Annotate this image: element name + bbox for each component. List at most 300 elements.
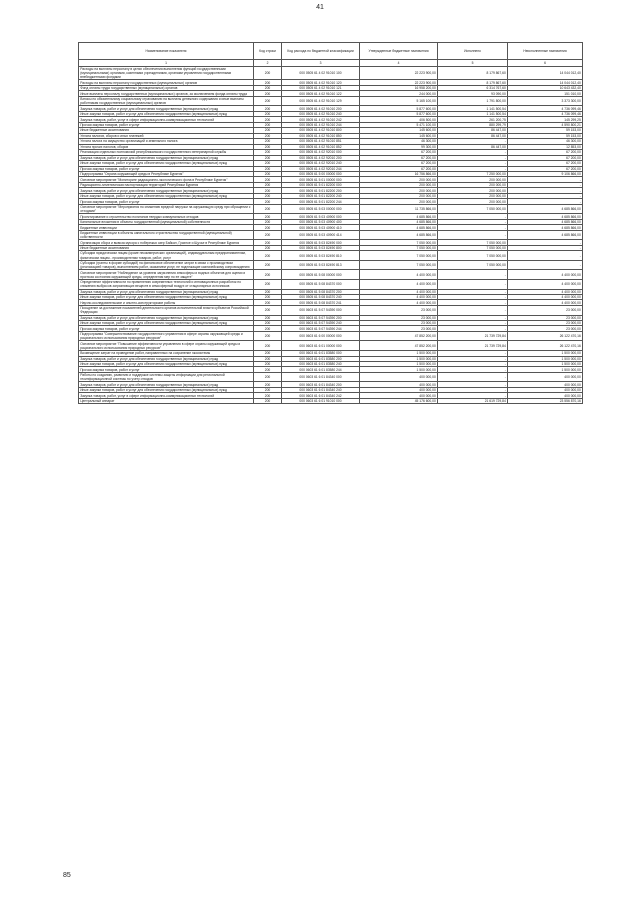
cell-approved: 47 852 200,00 (360, 331, 438, 341)
cell-executed: - (438, 387, 508, 392)
cell-row-code: 200 (254, 351, 282, 356)
cell-approved: 4 400 000,00 (360, 270, 438, 280)
cell-row-code: 200 (254, 320, 282, 325)
cell-unexecuted: 10 643 432,40 (508, 85, 583, 90)
cell-name: Закупка товаров, работ и услуг для обеспечения государственных (муниципальных) нужд (79, 289, 254, 294)
table-row (79, 341, 583, 351)
cell-executed: 6 314 767,60 (438, 85, 508, 90)
cell-approved: 99 300,00 (360, 144, 438, 149)
cell-executed: 21 739 729,84 (438, 331, 508, 341)
cell-executed: 21 739 729,84 (438, 341, 508, 351)
cell-name: Основное мероприятие "Повышение эффективности управления в сфере охраны окружающей среды и рационального использования природных ресурсов" (79, 341, 254, 351)
cell-name: Подпрограмма "Охрана окружающей среды в Республике Бурятия" (79, 172, 254, 177)
table-row (79, 270, 583, 280)
cell-unexecuted: 4 736 099,46 (508, 106, 583, 111)
cell-unexecuted: - (508, 240, 583, 245)
cell-name: Капитальные вложения в объекты государственной (муниципальной) собственности (79, 219, 254, 224)
cell-unexecuted: 4 400 000,00 (508, 289, 583, 294)
cell-name: Иные закупки товаров, работ и услуг для обеспечения государственных (муниципальных) нужд (79, 161, 254, 166)
cell-name: Радиационно-гигиеническая паспортизация территорий Республики Бурятия (79, 182, 254, 187)
column-number: 6 (508, 60, 583, 66)
cell-budget-code: 000 0505 61 4 02 91010 100 (282, 66, 360, 80)
cell-unexecuted: 4 685 866,00 (508, 225, 583, 230)
cell-row-code: 200 (254, 214, 282, 219)
cell-budget-code: 000 0505 61 5 08 84370 240 (282, 295, 360, 300)
cell-name: Прочая закупка товаров, работ и услуг (79, 199, 254, 204)
cell-executed: 86 447,00 (438, 133, 508, 138)
cell-row-code: 200 (254, 289, 282, 294)
table-body (79, 66, 583, 404)
cell-executed: - (438, 361, 508, 366)
cell-executed: 200 000,00 (438, 182, 508, 187)
cell-budget-code: 000 0505 61 4 02 91010 240 (282, 111, 360, 116)
cell-budget-code: 000 0505 61 5 08 84370 000 (282, 279, 360, 289)
cell-approved: 400 000,00 (360, 387, 438, 392)
cell-unexecuted: 3 373 300,00 (508, 96, 583, 106)
cell-budget-code: 000 0505 61 5 03 82490 813 (282, 260, 360, 270)
cell-unexecuted: 23 000,00 (508, 320, 583, 325)
cell-name: Расходы на выплаты персоналу государственных (муниципальных) органов (79, 80, 254, 85)
header-row-code: Код строки (254, 43, 282, 60)
table-row (79, 96, 583, 106)
cell-row-code: 200 (254, 177, 282, 182)
cell-row-code: 200 (254, 382, 282, 387)
cell-name: Уплата налогов, сборов и иных платежей (79, 133, 254, 138)
cell-budget-code: 000 0505 61 5 01 82200 244 (282, 199, 360, 204)
page-number-bottom: 85 (63, 872, 71, 879)
cell-name: Основное мероприятие "Мониторинг радиационно-экологического фона в Республике Бурятия" (79, 177, 254, 182)
table-row (79, 398, 583, 403)
cell-name: Закупка товаров, работ и услуг для обеспечения государственных (муниципальных) нужд (79, 188, 254, 193)
cell-budget-code: 000 0603 61 6 01 84340 000 (282, 372, 360, 382)
cell-unexecuted: 26 122 470,16 (508, 341, 583, 351)
cell-name: Центральный аппарат (79, 398, 254, 403)
cell-executed: 7 050 000,00 (438, 204, 508, 214)
cell-unexecuted: 1 500 000,00 (508, 367, 583, 372)
cell-unexecuted: - (508, 188, 583, 193)
cell-approved: 11 735 866,00 (360, 204, 438, 214)
cell-approved: 400 000,00 (360, 372, 438, 382)
cell-unexecuted: 4 400 000,00 (508, 279, 583, 289)
cell-unexecuted: 23 000,00 (508, 326, 583, 331)
cell-row-code: 200 (254, 219, 282, 224)
cell-row-code: 200 (254, 80, 282, 85)
cell-row-code: 200 (254, 300, 282, 305)
cell-unexecuted: 151 010,00 (508, 91, 583, 96)
cell-executed: 86 447,00 (438, 144, 508, 149)
column-number: 2 (254, 60, 282, 66)
cell-row-code: 200 (254, 199, 282, 204)
cell-budget-code: 000 0505 61 5 01 82200 240 (282, 193, 360, 198)
cell-approved: 7 050 000,00 (360, 245, 438, 250)
cell-executed: - (438, 219, 508, 224)
cell-executed: - (438, 230, 508, 240)
cell-budget-code: 000 0505 61 4 02 91010 850 (282, 133, 360, 138)
cell-executed: - (438, 139, 508, 144)
cell-name: Субсидии юридическим лицам (кроме некоммерческих организаций), индивидуальным предпринимателям, физическим лицам - производителям товаров, работ, услуг (79, 251, 254, 261)
cell-approved: 4 685 866,00 (360, 214, 438, 219)
cell-executed: 200 000,00 (438, 188, 508, 193)
cell-row-code: 200 (254, 166, 282, 171)
cell-executed: - (438, 279, 508, 289)
cell-budget-code: 000 0505 61 4 02 92010 200 (282, 155, 360, 160)
cell-executed: 200 000,00 (438, 199, 508, 204)
cell-unexecuted: 67 200,00 (508, 150, 583, 155)
cell-approved: 145 600,00 (360, 133, 438, 138)
cell-row-code: 200 (254, 96, 282, 106)
cell-unexecuted: 4 400 000,00 (508, 295, 583, 300)
cell-executed: - (438, 214, 508, 219)
cell-approved: 47 852 200,00 (360, 341, 438, 351)
header-budget-code: Код расхода по бюджетной классификации (282, 43, 360, 60)
cell-name: Основное мероприятие "Наблюдение за уровнем загрязнения атмосферы и водных объектов для оценки и прогноза состояния окружающей среды, определения мер по ее защите" (79, 270, 254, 280)
cell-executed: 7 050 000,00 (438, 240, 508, 245)
cell-approved: 244 000,00 (360, 91, 438, 96)
cell-executed: 93 090,00 (438, 91, 508, 96)
column-number: 5 (438, 60, 508, 66)
cell-executed: - (438, 351, 508, 356)
cell-approved: 5 471 100,00 (360, 122, 438, 127)
cell-approved: 22 223 900,00 (360, 80, 438, 85)
cell-unexecuted: 59 153,00 (508, 128, 583, 133)
cell-executed: 200 000,00 (438, 193, 508, 198)
cell-approved: 67 200,00 (360, 150, 438, 155)
cell-budget-code: 000 0505 61 5 03 82490 810 (282, 251, 360, 261)
cell-row-code: 200 (254, 91, 282, 96)
cell-budget-code: 000 0505 61 4 02 91010 242 (282, 117, 360, 122)
cell-row-code: 200 (254, 225, 282, 230)
cell-row-code: 200 (254, 251, 282, 261)
cell-row-code: 200 (254, 387, 282, 392)
cell-name: Иные закупки товаров, работ и услуг для обеспечения государственных (муниципальных) нужд (79, 193, 254, 198)
table-row (79, 305, 583, 315)
cell-row-code: 200 (254, 155, 282, 160)
cell-approved: 7 050 000,00 (360, 251, 438, 261)
cell-executed: - (438, 295, 508, 300)
cell-budget-code: 000 0505 61 5 00 00000 000 (282, 172, 360, 177)
cell-budget-code: 000 0505 61 4 02 91010 200 (282, 106, 360, 111)
table-row (79, 230, 583, 240)
cell-unexecuted: - (508, 182, 583, 187)
cell-row-code: 200 (254, 260, 282, 270)
cell-unexecuted: 4 685 866,00 (508, 230, 583, 240)
cell-approved: 1 500 000,00 (360, 351, 438, 356)
cell-unexecuted: 4 685 866,00 (508, 219, 583, 224)
cell-budget-code: 000 0505 61 5 03 82490 000 (282, 240, 360, 245)
cell-budget-code: 000 0505 61 4 02 92010 244 (282, 166, 360, 171)
cell-row-code: 200 (254, 331, 282, 341)
cell-name: Иные закупки товаров, работ и услуг для обеспечения государственных (муниципальных) нужд (79, 295, 254, 300)
cell-unexecuted: 1 500 000,00 (508, 356, 583, 361)
cell-budget-code: 000 0505 61 5 01 82200 000 (282, 182, 360, 187)
cell-unexecuted: 23 000,00 (508, 305, 583, 315)
cell-budget-code: 000 0505 61 4 02 92010 000 (282, 150, 360, 155)
cell-executed: - (438, 166, 508, 171)
cell-executed: - (438, 356, 508, 361)
cell-name: Возмещение затрат на проведение работ, направленных на сохранение экосистемы (79, 351, 254, 356)
cell-approved: 7 050 000,00 (360, 240, 438, 245)
cell-budget-code: 000 0505 61 5 03 82490 800 (282, 245, 360, 250)
cell-executed: - (438, 372, 508, 382)
cell-budget-code: 000 0505 61 5 01 00000 000 (282, 177, 360, 182)
cell-row-code: 200 (254, 356, 282, 361)
cell-row-code: 200 (254, 161, 282, 166)
cell-name: Фонд оплаты труда государственных (муниципальных) органов (79, 85, 254, 90)
cell-executed: - (438, 305, 508, 315)
cell-budget-code: 000 0505 61 5 03 40900 410 (282, 225, 360, 230)
cell-approved: 4 400 000,00 (360, 300, 438, 305)
cell-name: Прочая закупка товаров, работ и услуг (79, 367, 254, 372)
cell-name: Иные закупки товаров, работ и услуг для обеспечения государственных (муниципальных) нужд (79, 320, 254, 325)
cell-row-code: 200 (254, 128, 282, 133)
cell-row-code: 200 (254, 182, 282, 187)
cell-executed: - (438, 161, 508, 166)
cell-row-code: 200 (254, 172, 282, 177)
column-number: 4 (360, 60, 438, 66)
table-row (79, 260, 583, 270)
cell-executed: - (438, 382, 508, 387)
cell-row-code: 200 (254, 106, 282, 111)
cell-name: Бюджетные инвестиции (79, 225, 254, 230)
cell-executed: 261 200,75 (438, 117, 508, 122)
cell-name: Уплата налога на имущество организаций и земельного налога (79, 139, 254, 144)
cell-name: Расходы на выплаты персоналу в целях обеспечения выполнения функций государственными (муниципальными) органами, казенными учреждениями, органами управления государственными внебюджетными фондами (79, 66, 254, 80)
cell-approved: 4 400 000,00 (360, 295, 438, 300)
cell-executed: 1 141 500,54 (438, 106, 508, 111)
cell-budget-code: 000 0603 61 6 01 83580 000 (282, 351, 360, 356)
cell-unexecuted: 59 153,00 (508, 133, 583, 138)
cell-unexecuted: 67 200,00 (508, 166, 583, 171)
cell-row-code: 200 (254, 193, 282, 198)
cell-budget-code: 000 0505 61 4 02 91010 852 (282, 144, 360, 149)
cell-row-code: 200 (254, 372, 282, 382)
cell-row-code: 200 (254, 398, 282, 403)
cell-unexecuted: 400 000,00 (508, 382, 583, 387)
budget-execution-table (78, 42, 583, 404)
cell-unexecuted: - (508, 193, 583, 198)
cell-approved: 406 500,00 (360, 117, 438, 122)
cell-row-code: 200 (254, 279, 282, 289)
cell-unexecuted: 1 500 000,00 (508, 351, 583, 356)
cell-executed: 7 050 000,00 (438, 251, 508, 261)
cell-approved: 200 000,00 (360, 177, 438, 182)
cell-budget-code: 000 0603 61 5 07 54390 000 (282, 305, 360, 315)
table-row (79, 66, 583, 80)
cell-approved: 45 176 600,00 (360, 398, 438, 403)
cell-unexecuted: 23 000,00 (508, 315, 583, 320)
cell-budget-code: 000 0603 61 6 00 00000 000 (282, 331, 360, 341)
cell-name: Закупка товаров, работ и услуг для обеспечения государственных (муниципальных) нужд (79, 356, 254, 361)
cell-approved: 23 000,00 (360, 315, 438, 320)
cell-unexecuted: 4 736 099,46 (508, 111, 583, 116)
cell-approved: 5 877 600,00 (360, 106, 438, 111)
cell-unexecuted: 400 000,00 (508, 393, 583, 398)
cell-approved: 22 223 900,00 (360, 66, 438, 80)
cell-name: Закупка товаров, работ, услуг в сфере информационно-коммуникационных технологий (79, 393, 254, 398)
cell-approved: 200 000,00 (360, 182, 438, 187)
cell-executed: 7 250 000,00 (438, 172, 508, 177)
cell-approved: 23 000,00 (360, 305, 438, 315)
cell-unexecuted: 67 200,00 (508, 161, 583, 166)
cell-budget-code: 000 0505 61 5 03 00000 000 (282, 204, 360, 214)
cell-row-code: 200 (254, 245, 282, 250)
cell-approved: 200 000,00 (360, 199, 438, 204)
cell-budget-code: 000 0505 61 4 02 91010 121 (282, 85, 360, 90)
cell-row-code: 200 (254, 367, 282, 372)
header-executed: Исполнено (438, 43, 508, 60)
cell-budget-code: 000 0603 61 5 07 54390 244 (282, 326, 360, 331)
cell-row-code: 200 (254, 144, 282, 149)
cell-unexecuted: 46 300,00 (508, 139, 583, 144)
cell-row-code: 200 (254, 240, 282, 245)
cell-row-code: 200 (254, 305, 282, 315)
cell-budget-code: 000 0603 61 6 01 84340 200 (282, 382, 360, 387)
cell-executed: - (438, 289, 508, 294)
cell-approved: 4 400 000,00 (360, 289, 438, 294)
cell-row-code: 200 (254, 326, 282, 331)
table-row (79, 331, 583, 341)
table-row (79, 279, 583, 289)
cell-budget-code: 000 0505 61 4 02 91010 122 (282, 91, 360, 96)
cell-approved: 67 200,00 (360, 155, 438, 160)
cell-budget-code: 000 0603 61 5 07 54390 240 (282, 320, 360, 325)
cell-unexecuted: 23 556 870,16 (508, 398, 583, 403)
cell-executed: - (438, 367, 508, 372)
cell-executed: 1 141 500,54 (438, 111, 508, 116)
page-number-top: 41 (316, 4, 324, 11)
cell-unexecuted: 14 044 012,40 (508, 80, 583, 85)
cell-budget-code: 000 0505 61 4 02 91010 800 (282, 128, 360, 133)
cell-budget-code: 000 0603 61 6 01 91010 000 (282, 398, 360, 403)
cell-row-code: 200 (254, 230, 282, 240)
cell-budget-code: 000 0505 61 5 01 82200 200 (282, 188, 360, 193)
cell-unexecuted: 1 500 000,00 (508, 361, 583, 366)
cell-name: Уплата прочих налогов, сборов (79, 144, 254, 149)
cell-executed: - (438, 155, 508, 160)
column-number: 3 (282, 60, 360, 66)
cell-budget-code: 000 0603 61 6 01 84340 240 (282, 387, 360, 392)
cell-executed: - (438, 270, 508, 280)
cell-executed: - (438, 300, 508, 305)
cell-executed: 1 791 800,00 (438, 96, 508, 106)
column-number: 1 (79, 60, 254, 66)
cell-name: Закупка товаров, работ и услуг для обеспечения государственных (муниципальных) нужд (79, 155, 254, 160)
cell-approved: 200 000,00 (360, 193, 438, 198)
cell-budget-code: 000 0603 61 6 01 84340 242 (282, 393, 360, 398)
cell-name: Прочая закупка товаров, работ и услуг (79, 166, 254, 171)
cell-name: Субсидии (гранты в форме субсидий) на финансовое обеспечение затрат в связи с производством (реализацией товаров), выполнением работ, оказанием услуг, не подлежащие казначейскому сопровождению (79, 260, 254, 270)
cell-row-code: 200 (254, 66, 282, 80)
cell-row-code: 200 (254, 361, 282, 366)
cell-unexecuted: 67 200,00 (508, 155, 583, 160)
cell-executed: 200 000,00 (438, 177, 508, 182)
cell-row-code: 200 (254, 270, 282, 280)
cell-unexecuted: 14 044 012,40 (508, 66, 583, 80)
cell-budget-code: 000 0603 61 6 01 83580 200 (282, 356, 360, 361)
cell-budget-code: 000 0505 61 4 02 92010 240 (282, 161, 360, 166)
cell-approved: 67 200,00 (360, 161, 438, 166)
cell-name: Бюджетные инвестиции в объекты капитального строительства государственной (муниципальной) собственности (79, 230, 254, 240)
cell-approved: 23 000,00 (360, 326, 438, 331)
cell-row-code: 200 (254, 139, 282, 144)
cell-budget-code: 000 0505 61 4 02 91010 129 (282, 96, 360, 106)
cell-approved: 5 165 100,00 (360, 96, 438, 106)
cell-approved: 4 685 866,00 (360, 230, 438, 240)
cell-unexecuted: - (508, 177, 583, 182)
cell-executed: 21 619 729,84 (438, 398, 508, 403)
cell-name: Научно-исследовательские и опытно-конструкторские работы (79, 300, 254, 305)
cell-name: Закупка товаров, работ и услуг для обеспечения государственных (муниципальных) нужд (79, 106, 254, 111)
cell-executed: 8 179 867,60 (438, 66, 508, 80)
cell-approved: 1 500 000,00 (360, 361, 438, 366)
cell-executed: - (438, 315, 508, 320)
cell-unexecuted: - (508, 251, 583, 261)
cell-unexecuted: 4 400 000,00 (508, 270, 583, 280)
cell-unexecuted: - (508, 260, 583, 270)
cell-approved: 400 000,00 (360, 393, 438, 398)
cell-budget-code: 000 0603 61 6 01 83580 240 (282, 361, 360, 366)
cell-approved: 46 300,00 (360, 139, 438, 144)
table-row (79, 204, 583, 214)
cell-name: Работы по созданию, развитию и поддержке системы защиты информации для региональной геоинформационной системы по учету отходов (79, 372, 254, 382)
cell-row-code: 200 (254, 133, 282, 138)
cell-name: Прочая закупка товаров, работ и услуг (79, 122, 254, 127)
cell-name: Основное мероприятие "Мероприятия по снижению вредной нагрузки на окружающую среду при обращении с отходами" (79, 204, 254, 214)
table-row (79, 251, 583, 261)
cell-name: Иные закупки товаров, работ и услуг для обеспечения государственных (муниципальных) нужд (79, 111, 254, 116)
cell-executed: - (438, 393, 508, 398)
header-unexecuted: Неисполненные назначения (508, 43, 583, 60)
cell-approved: 16 958 200,00 (360, 85, 438, 90)
cell-budget-code: 000 0603 61 6 01 00000 000 (282, 341, 360, 351)
cell-unexecuted: 4 685 866,00 (508, 214, 583, 219)
cell-unexecuted: 26 122 470,16 (508, 331, 583, 341)
cell-executed: 8 179 867,60 (438, 80, 508, 85)
cell-row-code: 200 (254, 204, 282, 214)
cell-executed: 7 050 000,00 (438, 245, 508, 250)
table-row (79, 372, 583, 382)
cell-approved: 4 685 866,00 (360, 219, 438, 224)
cell-row-code: 200 (254, 150, 282, 155)
cell-name: Иные выплаты персоналу государственных (муниципальных) органов, за исключением фонда оплаты труда (79, 91, 254, 96)
cell-row-code: 200 (254, 111, 282, 116)
cell-unexecuted: 12 853,00 (508, 144, 583, 149)
cell-unexecuted: 4 590 800,21 (508, 122, 583, 127)
cell-approved: 7 050 000,00 (360, 260, 438, 270)
cell-unexecuted: 400 000,00 (508, 387, 583, 392)
cell-unexecuted: 4 685 866,00 (508, 204, 583, 214)
cell-name: Проектирование и строительство полигонов твердых коммунальных отходов (79, 214, 254, 219)
cell-unexecuted: - (508, 199, 583, 204)
cell-name: Взносы по обязательному социальному страхованию на выплаты денежного содержания и иные выплаты работникам государственных (муниципальных) органов (79, 96, 254, 106)
cell-name: Закупка товаров, работ, услуг в сфере информационно-коммуникационных технологий (79, 117, 254, 122)
cell-budget-code: 000 0505 61 4 02 91010 851 (282, 139, 360, 144)
header-indicator-name: Наименование показателя (79, 43, 254, 60)
cell-name: Иные бюджетные ассигнования (79, 245, 254, 250)
cell-row-code: 200 (254, 188, 282, 193)
cell-approved: 1 500 000,00 (360, 356, 438, 361)
cell-executed: - (438, 326, 508, 331)
cell-row-code: 200 (254, 295, 282, 300)
cell-executed: - (438, 150, 508, 155)
cell-budget-code: 000 0603 61 5 07 54390 200 (282, 315, 360, 320)
cell-approved: 400 000,00 (360, 382, 438, 387)
cell-approved: 67 200,00 (360, 166, 438, 171)
cell-name: Иные закупки товаров, работ и услуг для обеспечения государственных (муниципальных) нужд (79, 387, 254, 392)
cell-name: Реализация отдельных полномочий республиканского государственного ветеринарной службы (79, 150, 254, 155)
cell-executed: 880 299,79 (438, 122, 508, 127)
cell-budget-code: 000 0505 61 4 02 91010 244 (282, 122, 360, 127)
